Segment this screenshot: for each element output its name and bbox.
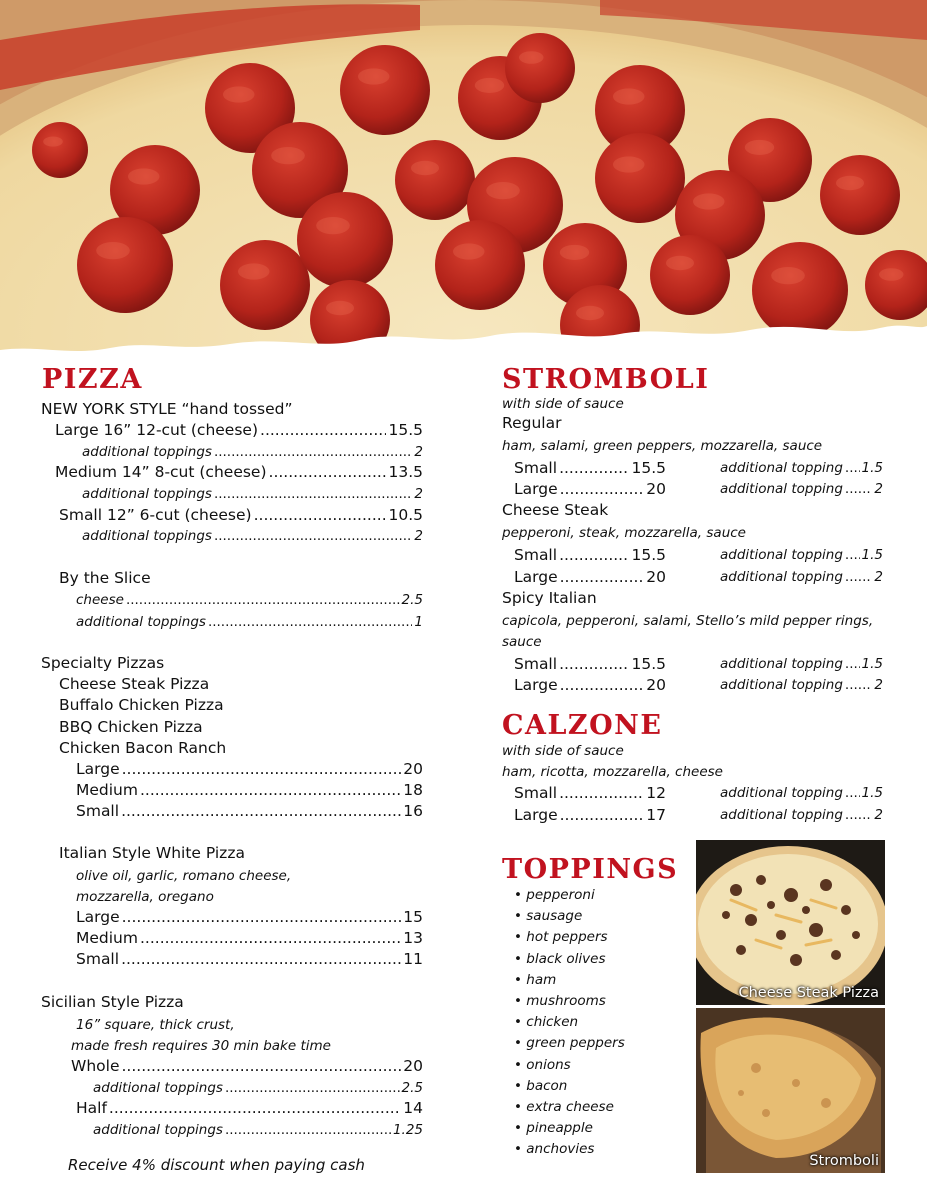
stromboli-size-row-price: 20 xyxy=(646,567,666,586)
dot-leader xyxy=(845,677,873,693)
topping-item: • onions xyxy=(514,1057,571,1073)
specialty-size-row xyxy=(76,802,423,820)
stromboli-size-row xyxy=(514,568,666,586)
dot-leader xyxy=(140,929,401,947)
topping-item: • ham xyxy=(514,972,556,988)
pepperoni-highlight xyxy=(693,193,725,209)
stromboli-photo xyxy=(696,1008,885,1173)
calzone-size-row-label: Small xyxy=(514,784,558,802)
dot-leader xyxy=(121,1057,401,1075)
pizza-size-row-label: Small 12” 6-cut (cheese) xyxy=(59,506,252,524)
pepperoni-highlight xyxy=(519,51,544,64)
dot-leader xyxy=(214,528,412,544)
pizza-size-row-price: 15.5 xyxy=(388,421,423,439)
pepperoni-highlight xyxy=(771,267,805,284)
white-pizza-size-row-label: Large xyxy=(76,908,120,926)
dot-leader xyxy=(121,950,401,968)
stromboli-extra-topping-row xyxy=(720,547,883,563)
dot-leader xyxy=(560,676,645,694)
topping-item: • hot peppers xyxy=(514,929,608,945)
pepperoni-highlight xyxy=(745,140,774,155)
sicilian-size-row xyxy=(71,1057,423,1075)
white-pizza-size-row xyxy=(76,929,423,947)
ny-style-title: NEW YORK STYLE “hand tossed” xyxy=(41,400,293,418)
additional-toppings-row-label: additional toppings xyxy=(82,444,212,460)
pepperoni-highlight xyxy=(453,243,485,259)
pizza-size-row-price: 10.5 xyxy=(388,506,423,524)
stromboli-extra-topping-row xyxy=(720,460,883,476)
hero-pizza-image xyxy=(0,0,927,372)
stromboli-size-row-label: Small xyxy=(514,546,558,565)
dot-leader xyxy=(121,802,401,820)
stromboli-name: Cheese Steak xyxy=(502,501,609,520)
stromboli-description: pepperoni, steak, mozzarella, sauce xyxy=(502,525,746,542)
calzone-extra-topping-row xyxy=(720,785,883,801)
stromboli-extra-topping-row xyxy=(720,677,883,693)
stromboli-extra-topping-row-price: 1.5 xyxy=(861,655,883,672)
dot-leader xyxy=(140,781,401,799)
calzone-size-row-price: 17 xyxy=(646,805,666,824)
stromboli-size-row-label: Large xyxy=(514,480,558,499)
stromboli-subtitle: with side of sauce xyxy=(502,396,624,412)
pepperoni-highlight xyxy=(271,147,305,164)
pepperoni-highlight xyxy=(666,256,694,270)
stromboli-size-row-price: 15.5 xyxy=(631,459,666,477)
pepperoni-highlight xyxy=(358,68,390,84)
stromboli-size-row-label: Large xyxy=(514,676,558,694)
slice-price-row xyxy=(76,592,423,608)
stromboli-description: ham, salami, green peppers, mozzarella, sauce xyxy=(502,438,823,454)
pepperoni-highlight xyxy=(475,78,504,93)
pizza-size-row-label: Medium 14” 8-cut (cheese) xyxy=(55,463,267,481)
dot-leader xyxy=(208,614,412,630)
topping-item: • green peppers xyxy=(514,1035,625,1051)
specialty-size-row-price: 20 xyxy=(403,760,423,778)
topping-item: • pepperoni xyxy=(514,887,595,903)
dot-leader xyxy=(560,806,645,824)
additional-toppings-row-price: 2.5 xyxy=(401,1080,423,1096)
specialty-size-row-price: 18 xyxy=(403,781,423,800)
dot-leader xyxy=(559,546,629,564)
stromboli-size-row xyxy=(514,480,666,498)
calzone-extra-topping-row-label: additional topping xyxy=(720,806,843,823)
pepperoni-highlight xyxy=(316,217,350,234)
specialty-size-row-label: Large xyxy=(76,760,120,778)
dot-leader xyxy=(254,506,387,524)
stromboli-description: capicola, pepperoni, salami, Stello’s mild pepper rings, xyxy=(502,612,874,629)
additional-toppings-row xyxy=(93,1122,423,1138)
slice-price-row xyxy=(76,614,423,630)
stromboli-extra-topping-row-price: 1.5 xyxy=(861,547,883,564)
stromboli-extra-topping-row-label: additional topping xyxy=(720,460,843,476)
stromboli-size-row-label: Large xyxy=(514,567,558,586)
stromboli-extra-topping-row-price: 1.5 xyxy=(861,460,883,476)
by-the-slice-title: By the Slice xyxy=(59,569,151,587)
stromboli-extra-topping-row-label: additional topping xyxy=(720,655,843,672)
additional-toppings-row-price: 2 xyxy=(414,486,423,502)
dot-leader xyxy=(845,547,860,563)
calzone-size-row-label: Large xyxy=(514,805,558,824)
pepperoni-slice xyxy=(595,133,685,223)
dot-leader xyxy=(109,1099,401,1117)
pepperoni-slice xyxy=(505,33,575,103)
pizza-heading: PIZZA xyxy=(42,364,143,395)
pepperoni-slice xyxy=(340,45,430,135)
white-pizza-size-row xyxy=(76,908,423,926)
stromboli-heading: STROMBOLI xyxy=(502,364,710,395)
stromboli-extra-topping-row xyxy=(720,656,883,672)
stromboli-extra-topping-row-label: additional topping xyxy=(720,547,843,564)
calzone-extra-topping-row-label: additional topping xyxy=(720,785,843,801)
dot-leader xyxy=(214,444,412,460)
white-pizza-desc-line: mozzarella, oregano xyxy=(76,889,214,905)
stromboli-extra-topping-row-price: 2 xyxy=(874,568,883,585)
calzone-description: ham, ricotta, mozzarella, cheese xyxy=(502,764,723,780)
dot-leader xyxy=(845,460,860,476)
pepperoni-highlight xyxy=(96,242,130,259)
specialty-size-row xyxy=(76,760,423,778)
stromboli-size-row xyxy=(514,459,666,477)
topping-item: • black olives xyxy=(514,951,605,967)
topping-item: • bacon xyxy=(514,1078,567,1094)
slice-price-row-price: 2.5 xyxy=(401,592,423,608)
pepperoni-highlight xyxy=(576,306,604,320)
pepperoni-slice xyxy=(435,220,525,310)
dot-leader xyxy=(845,785,860,801)
dot-leader xyxy=(225,1122,391,1138)
sicilian-size-row xyxy=(76,1099,423,1117)
pepperoni-highlight xyxy=(326,301,354,315)
stromboli-size-row-price: 20 xyxy=(646,676,666,694)
topping-item: • sausage xyxy=(514,908,582,924)
stromboli-size-row xyxy=(514,546,666,564)
dot-leader xyxy=(122,760,402,778)
stromboli-extra-topping-row-label: additional topping xyxy=(720,677,843,693)
stromboli-extra-topping-row-label: additional topping xyxy=(720,481,843,498)
dot-leader xyxy=(845,569,873,585)
white-pizza-size-row-label: Small xyxy=(76,950,120,969)
sicilian-size-row-price: 14 xyxy=(403,1099,423,1117)
calzone-extra-topping-row-price: 2 xyxy=(874,806,883,823)
topping-item: • chicken xyxy=(514,1014,578,1030)
dot-leader xyxy=(845,481,873,497)
calzone-extra-topping-row-price: 1.5 xyxy=(861,785,883,801)
calzone-extra-topping-row xyxy=(720,807,883,823)
sicilian-size-row-label: Half xyxy=(76,1099,107,1117)
pepperoni-highlight xyxy=(613,88,645,104)
pizza-size-row xyxy=(55,463,423,481)
cash-discount-note: Receive 4% discount when paying cash xyxy=(68,1156,365,1174)
pepperoni-highlight xyxy=(879,268,904,281)
calzone-size-row xyxy=(514,806,666,824)
stromboli-size-row-label: Small xyxy=(514,654,558,673)
stromboli-size-row-price: 15.5 xyxy=(631,546,666,565)
specialty-size-row-price: 16 xyxy=(403,802,423,821)
sicilian-desc-line: 16” square, thick crust, xyxy=(76,1017,235,1033)
stromboli-size-row-label: Small xyxy=(514,459,558,477)
stromboli-name: Spicy Italian xyxy=(502,588,597,607)
white-pizza-desc-line: olive oil, garlic, romano cheese, xyxy=(76,868,292,884)
dot-leader xyxy=(126,592,400,608)
stromboli-description: sauce xyxy=(502,633,542,650)
pepperoni-highlight xyxy=(238,263,270,279)
sicilian-size-row-label: Whole xyxy=(71,1057,120,1075)
specialty-pizza-name: BBQ Chicken Pizza xyxy=(59,717,203,736)
pizza-size-row-label: Large 16” 12-cut (cheese) xyxy=(55,421,259,439)
dot-leader xyxy=(559,655,629,673)
additional-toppings-row-price: 1.25 xyxy=(392,1122,423,1138)
stromboli-photo-caption: Stromboli xyxy=(809,1153,879,1169)
additional-toppings-row-price: 2 xyxy=(414,444,423,460)
white-pizza-size-row-label: Medium xyxy=(76,929,138,948)
additional-toppings-row-label: additional toppings xyxy=(82,528,212,544)
pizza-size-row xyxy=(59,506,423,524)
dot-leader xyxy=(560,480,645,498)
pizza-size-row-price: 13.5 xyxy=(388,463,423,481)
dot-leader xyxy=(269,463,387,481)
stromboli-size-row xyxy=(514,676,666,694)
pepperoni-slice xyxy=(752,242,848,338)
pepperoni-slice xyxy=(220,240,310,330)
pizza-size-row xyxy=(55,421,423,439)
stromboli-size-row xyxy=(514,655,666,673)
pepperoni-slice xyxy=(32,122,88,178)
white-pizza-title: Italian Style White Pizza xyxy=(59,844,245,862)
specialty-size-row-label: Medium xyxy=(76,781,138,800)
stromboli-extra-topping-row-label: additional topping xyxy=(720,568,843,585)
white-pizza-size-row-price: 15 xyxy=(403,908,423,926)
specialty-pizza-name: Buffalo Chicken Pizza xyxy=(59,696,224,715)
sicilian-desc-line: made fresh requires 30 min bake time xyxy=(71,1038,331,1054)
pepperoni-highlight xyxy=(411,161,439,175)
pepperoni-highlight xyxy=(613,156,645,172)
slice-price-row-label: additional toppings xyxy=(76,614,206,630)
pepperoni-slice xyxy=(820,155,900,235)
dot-leader xyxy=(559,784,644,802)
slice-price-row-label: cheese xyxy=(76,592,124,608)
sicilian-pizza-title: Sicilian Style Pizza xyxy=(41,993,184,1011)
pepperoni-slice xyxy=(650,235,730,315)
pepperoni-slice xyxy=(77,217,173,313)
pepperoni-highlight xyxy=(560,245,589,260)
pepperoni-highlight xyxy=(128,168,160,184)
cheese-steak-pizza-photo xyxy=(696,840,885,1005)
topping-item: • mushrooms xyxy=(514,993,606,1009)
specialty-pizza-name: Chicken Bacon Ranch xyxy=(59,738,227,757)
additional-toppings-row-label: additional toppings xyxy=(82,486,212,502)
specialty-size-row xyxy=(76,781,423,799)
specialty-pizzas-title: Specialty Pizzas xyxy=(41,654,165,672)
white-pizza-size-row xyxy=(76,950,423,968)
stromboli-extra-topping-row xyxy=(720,569,883,585)
additional-toppings-row-label: additional toppings xyxy=(93,1122,223,1138)
stromboli-extra-topping-row xyxy=(720,481,883,497)
calzone-subtitle: with side of sauce xyxy=(502,743,624,759)
white-pizza-size-row-price: 11 xyxy=(403,950,423,969)
pepperoni-slice xyxy=(395,140,475,220)
dot-leader xyxy=(845,807,873,823)
stromboli-size-row-price: 15.5 xyxy=(631,654,666,673)
additional-toppings-row xyxy=(93,1080,423,1096)
pepperoni-highlight xyxy=(43,137,63,147)
additional-toppings-row xyxy=(82,528,423,544)
cheese-steak-photo-caption: Cheese Steak Pizza xyxy=(738,985,879,1001)
dot-leader xyxy=(260,421,386,439)
calzone-heading: CALZONE xyxy=(502,710,663,741)
pepperoni-slice xyxy=(297,192,393,288)
toppings-heading: TOPPINGS xyxy=(502,854,679,885)
stromboli-name: Regular xyxy=(502,414,562,432)
sicilian-size-row-price: 20 xyxy=(403,1057,423,1075)
dot-leader xyxy=(214,486,412,502)
stromboli-extra-topping-row-price: 2 xyxy=(874,677,883,693)
calzone-size-row xyxy=(514,784,666,802)
dot-leader xyxy=(559,459,629,477)
slice-price-row-price: 1 xyxy=(414,614,423,630)
stromboli-extra-topping-row-price: 2 xyxy=(874,481,883,498)
specialty-size-row-label: Small xyxy=(76,802,120,821)
calzone-size-row-price: 12 xyxy=(646,784,666,802)
topping-item: • anchovies xyxy=(514,1141,594,1157)
additional-toppings-row-label: additional toppings xyxy=(93,1080,223,1096)
topping-item: • extra cheese xyxy=(514,1099,614,1115)
topping-item: • pineapple xyxy=(514,1120,593,1136)
stromboli-size-row-price: 20 xyxy=(646,480,666,499)
dot-leader xyxy=(225,1080,400,1096)
additional-toppings-row xyxy=(82,444,423,460)
white-pizza-size-row-price: 13 xyxy=(403,929,423,948)
pepperoni-highlight xyxy=(223,86,255,102)
additional-toppings-row-price: 2 xyxy=(414,528,423,544)
pepperoni-highlight xyxy=(836,176,864,190)
pepperoni-highlight xyxy=(486,182,520,199)
additional-toppings-row xyxy=(82,486,423,502)
dot-leader xyxy=(560,568,645,586)
dot-leader xyxy=(845,656,860,672)
dot-leader xyxy=(122,908,402,926)
specialty-pizza-name: Cheese Steak Pizza xyxy=(59,675,210,693)
